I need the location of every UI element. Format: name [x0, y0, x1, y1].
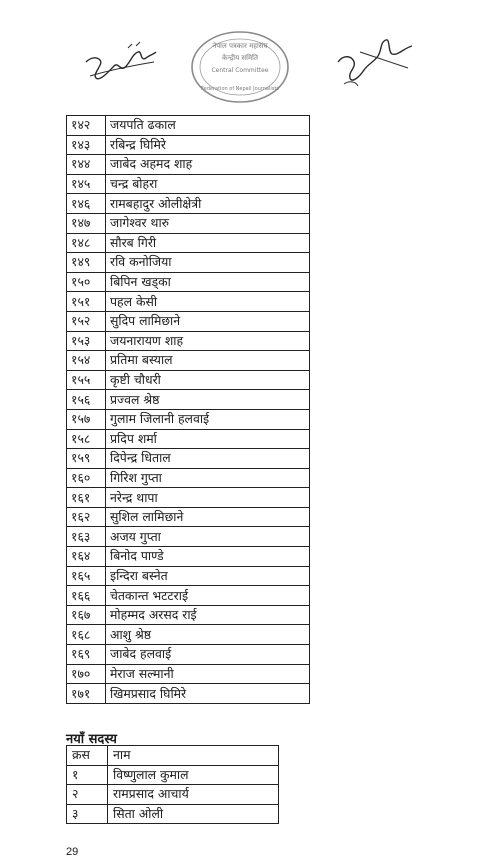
- table-row: [67, 155, 310, 175]
- row-number: १६०: [67, 468, 106, 488]
- table-row: [67, 605, 310, 625]
- member-name: सुदिप लामिछाने: [106, 311, 310, 331]
- page-number: 29: [66, 846, 79, 858]
- table-row: [67, 507, 310, 527]
- table-row: [67, 804, 279, 824]
- row-number: १४३: [67, 135, 106, 155]
- member-name: चन्द्र बोहरा: [106, 174, 310, 194]
- row-number: १६४: [67, 547, 106, 567]
- member-name: अजय गुप्ता: [106, 527, 310, 547]
- row-number: १४२: [67, 116, 106, 136]
- table-header-row: [67, 746, 279, 766]
- table-row: [67, 194, 310, 214]
- row-number: १४६: [67, 194, 106, 214]
- row-number: १५४: [67, 351, 106, 371]
- member-name: इन्दिरा बस्नेत: [106, 566, 310, 586]
- member-name: आशु श्रेष्ठ: [106, 625, 310, 645]
- row-number: १५९: [67, 449, 106, 469]
- member-name: सुशिल लामिछाने: [106, 507, 310, 527]
- member-name: बिपिन खड्का: [106, 272, 310, 292]
- table-row: [67, 586, 310, 606]
- row-number: १५८: [67, 429, 106, 449]
- table-row: [67, 311, 310, 331]
- row-number: ३: [67, 804, 108, 824]
- table-row: [67, 213, 310, 233]
- member-name: विष्णुलाल कुमाल: [108, 765, 279, 785]
- member-name: सिता ओली: [108, 804, 279, 824]
- seal-line2: केन्द्रीय समिति: [222, 54, 258, 62]
- seal-line4: Federation of Nepali Journalists: [201, 86, 279, 92]
- row-number: १७०: [67, 664, 106, 684]
- row-number: १५७: [67, 409, 106, 429]
- member-name: जागेश्वर थारु: [106, 213, 310, 233]
- member-name: जयपति ढकाल: [106, 116, 310, 136]
- new-members-table: [66, 745, 279, 824]
- member-name: चेतकान्त भटटराई: [106, 586, 310, 606]
- member-name: जाबेद हलवाई: [106, 645, 310, 665]
- seal-line1: नेपाल पत्रकार महासंघ: [212, 42, 268, 50]
- table-row: [67, 566, 310, 586]
- member-name: रवि कनोजिया: [106, 253, 310, 273]
- row-number: १७१: [67, 684, 106, 704]
- table-row: [67, 292, 310, 312]
- row-number: १५३: [67, 331, 106, 351]
- signature-right: [330, 32, 420, 92]
- row-number: १६५: [67, 566, 106, 586]
- member-name: रामप्रसाद आचार्य: [108, 785, 279, 805]
- member-name: मेराज सल्मानी: [106, 664, 310, 684]
- member-name: जाबेद अहमद शाह: [106, 155, 310, 175]
- member-name: रबिन्द्र घिमिरे: [106, 135, 310, 155]
- member-name: बिनोद पाण्डे: [106, 547, 310, 567]
- row-number: १६२: [67, 507, 106, 527]
- member-name: प्रदिप शर्मा: [106, 429, 310, 449]
- table-row: [67, 625, 310, 645]
- row-number: १५५: [67, 370, 106, 390]
- table-row: [67, 370, 310, 390]
- row-number: १६६: [67, 586, 106, 606]
- table-row: [67, 527, 310, 547]
- member-name: गुलाम जिलानी हलवाई: [106, 409, 310, 429]
- table-row: [67, 116, 310, 136]
- row-number: १५६: [67, 390, 106, 410]
- table-row: [67, 409, 310, 429]
- member-name: रामबहादुर ओलीक्षेत्री: [106, 194, 310, 214]
- table-row: [67, 390, 310, 410]
- row-number: १६३: [67, 527, 106, 547]
- row-number: १५१: [67, 292, 106, 312]
- row-number: १४९: [67, 253, 106, 273]
- member-name: जयनारायण शाह: [106, 331, 310, 351]
- member-name: खिमप्रसाद घिमिरे: [106, 684, 310, 704]
- seal-line3: Central Committee: [211, 67, 269, 74]
- table-row: [67, 272, 310, 292]
- table-row: [67, 331, 310, 351]
- table-row: [67, 174, 310, 194]
- signature-header: [0, 28, 504, 108]
- table-row: [67, 135, 310, 155]
- member-name: सौरब गिरी: [106, 233, 310, 253]
- table-row: [67, 429, 310, 449]
- member-name: कृष्टी चौधरी: [106, 370, 310, 390]
- new-members-heading: नयाँ सदस्य: [66, 732, 117, 747]
- row-number: १६९: [67, 645, 106, 665]
- member-name: प्रज्वल श्रेष्ठ: [106, 390, 310, 410]
- table-row: [67, 684, 310, 704]
- signature-left: [80, 40, 160, 90]
- row-number: १४४: [67, 155, 106, 175]
- table-row: [67, 468, 310, 488]
- table-row: [67, 253, 310, 273]
- table-row: [67, 645, 310, 665]
- member-name: पहल केसी: [106, 292, 310, 312]
- committee-seal: [190, 30, 290, 104]
- table-row: [67, 488, 310, 508]
- column-header-number: क्रस: [67, 746, 108, 766]
- table-row: [67, 765, 279, 785]
- row-number: १४८: [67, 233, 106, 253]
- column-header-name: नाम: [108, 746, 279, 766]
- row-number: १: [67, 765, 108, 785]
- row-number: २: [67, 785, 108, 805]
- member-name: प्रतिमा बस्याल: [106, 351, 310, 371]
- member-name: दिपेन्द्र धिताल: [106, 449, 310, 469]
- table-row: [67, 449, 310, 469]
- member-table: [66, 115, 310, 704]
- table-row: [67, 664, 310, 684]
- table-row: [67, 351, 310, 371]
- row-number: १५०: [67, 272, 106, 292]
- table-row: [67, 785, 279, 805]
- table-row: [67, 233, 310, 253]
- member-name: नरेन्द्र थापा: [106, 488, 310, 508]
- row-number: १६१: [67, 488, 106, 508]
- table-row: [67, 547, 310, 567]
- member-name: मोहम्मद अरसद राई: [106, 605, 310, 625]
- row-number: १५२: [67, 311, 106, 331]
- row-number: १४७: [67, 213, 106, 233]
- row-number: १६७: [67, 605, 106, 625]
- member-name: गिरिश गुप्ता: [106, 468, 310, 488]
- row-number: १६८: [67, 625, 106, 645]
- row-number: १४५: [67, 174, 106, 194]
